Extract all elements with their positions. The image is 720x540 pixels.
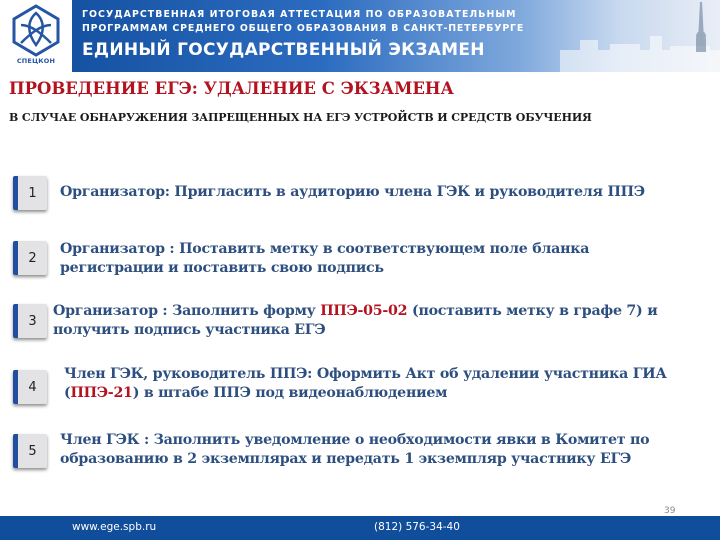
- footer-bar: [0, 516, 720, 540]
- step-number-label: 5: [28, 443, 37, 459]
- footer-phone: (812) 576-34-40: [374, 521, 460, 533]
- step-number-2: [13, 241, 47, 275]
- step-3-line-1: [53, 302, 657, 321]
- step-4-text-part: (: [64, 385, 71, 401]
- step-number-label: 3: [28, 313, 37, 329]
- logo-text: СПЕЦКОН: [16, 57, 56, 65]
- header-banner: [0, 0, 720, 72]
- step-3-text-part: Организатор : Заполнить форму: [53, 303, 321, 319]
- step-number-4: [13, 370, 47, 404]
- step-5-line-2: образованию в 2 экземплярах и передать 1 экземпляр участнику ЕГЭ: [60, 451, 632, 467]
- header-line-2: ПРОГРАММАМ СРЕДНЕГО ОБЩЕГО ОБРАЗОВАНИЯ В САНКТ-ПЕТЕРБУРГЕ: [82, 23, 525, 34]
- step-number-3: [13, 304, 47, 338]
- step-number-label: 4: [28, 379, 37, 395]
- header-title: ЕДИНЫЙ ГОСУДАРСТВЕННЫЙ ЭКЗАМЕН: [82, 40, 485, 60]
- step-2-line-2: регистрации и поставить свою подпись: [60, 260, 384, 276]
- step-4-text-part: ) в штабе ППЭ под видеонаблюдением: [132, 385, 448, 401]
- footer-website-link[interactable]: www.ege.spb.ru: [72, 521, 157, 533]
- step-number-1: [13, 176, 47, 210]
- logo-emblem-icon: [9, 3, 63, 57]
- step-number-label: 2: [28, 250, 37, 266]
- form-code-pps-21: ППЭ-21: [70, 385, 133, 401]
- step-5-line-1: Член ГЭК : Заполнить уведомление о необходимости явки в Комитет по: [60, 432, 650, 448]
- page-title: ПРОВЕДЕНИЕ ЕГЭ: УДАЛЕНИЕ С ЭКЗАМЕНА: [9, 79, 454, 98]
- step-4-line-2: [64, 384, 667, 403]
- city-skyline-image: [550, 0, 720, 72]
- step-3-text: [53, 302, 657, 340]
- step-1-text: Организатор: Пригласить в аудиторию члена ГЭК и руководителя ППЭ: [60, 184, 645, 200]
- step-number-label: 1: [28, 185, 37, 201]
- page-subtitle: В СЛУЧАЕ ОБНАРУЖЕНИЯ ЗАПРЕЩЕННЫХ НА ЕГЭ УСТРОЙСТВ И СРЕДСТВ ОБУЧЕНИЯ: [9, 111, 592, 124]
- logo: [0, 0, 72, 72]
- step-4-line-1: Член ГЭК, руководитель ППЭ: Оформить Акт об удалении участника ГИА: [64, 366, 667, 382]
- step-4-text: [64, 365, 667, 403]
- step-5-text: [60, 431, 649, 469]
- step-2-line-1: Организатор : Поставить метку в соответствующем поле бланка: [60, 241, 590, 257]
- step-number-5: [13, 434, 47, 468]
- form-code-pps-05-02: ППЭ-05-02: [320, 303, 408, 319]
- page-number: 39: [664, 506, 676, 516]
- header-line-1: ГОСУДАРСТВЕННАЯ ИТОГОВАЯ АТТЕСТАЦИЯ ПО ОБРАЗОВАТЕЛЬНЫМ: [82, 9, 517, 20]
- step-2-text: [60, 240, 589, 278]
- step-3-text-part: (поставить метку в графе 7) и: [407, 303, 658, 319]
- step-3-line-2: получить подпись участника ЕГЭ: [53, 322, 326, 338]
